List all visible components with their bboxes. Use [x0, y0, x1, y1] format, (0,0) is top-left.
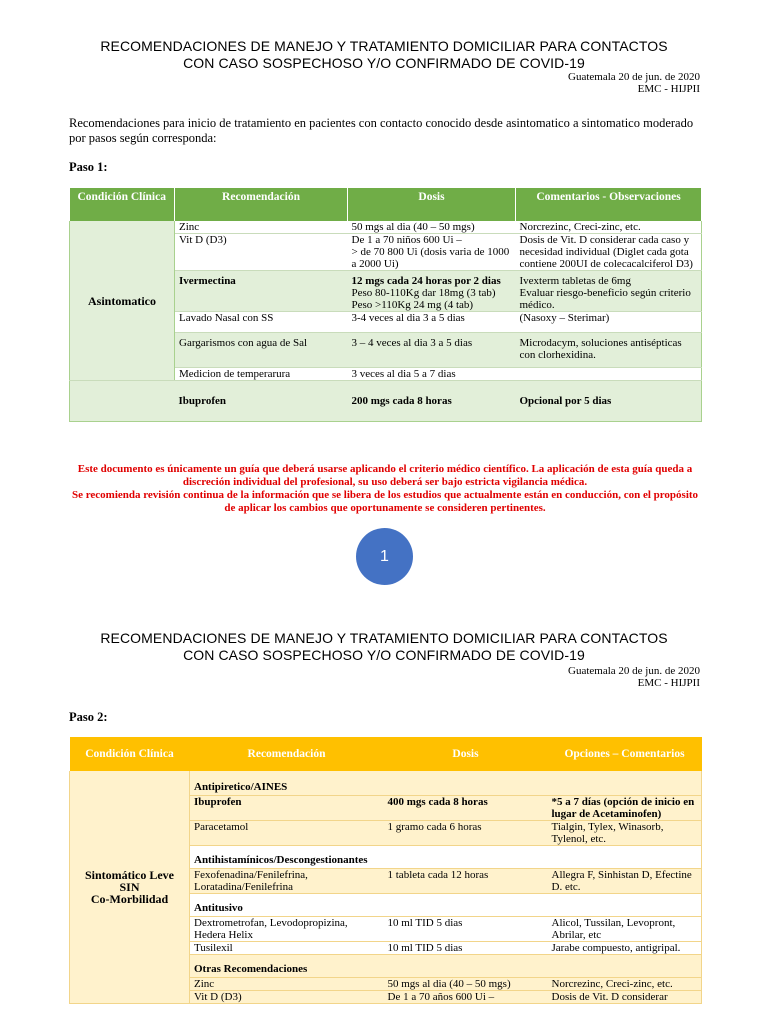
rec-cell: Vit D (D3) [175, 234, 348, 271]
comment-cell: Norcrezinc, Creci-zinc, etc. [548, 978, 702, 991]
rec-cell: Ivermectina [175, 271, 348, 312]
step-1-label: Paso 1: [69, 160, 108, 174]
disclaimer-text-1: Este documento es únicamente un guía que deberá usarse aplicando el criterio médico científico. La aplicación de esta guía queda a discreción individual del profesional, su uso deberá ser bajo estricta vigilancia médica. [77, 463, 693, 488]
comment-cell: Dosis de Vit. D considerar [548, 991, 702, 1004]
table-row [70, 381, 702, 422]
condition-cell: Asintomatico [70, 221, 175, 381]
dose-cell: 400 mgs cada 8 horas [384, 796, 548, 821]
document-date: Guatemala 20 de jun. de 2020 [568, 665, 700, 677]
dose-cell: De 1 a 70 niños 600 Ui – > de 70 800 Ui (dosis varia de 1000 a 2000 Ui) [348, 234, 516, 271]
comment-cell: (Nasoxy – Sterimar) [516, 312, 702, 333]
disclaimer-text-2: Se recomienda revisión continua de la información que se libera de los estudios que actualmente están en conducción, con el propósito de aplicar los cambios que oportunamente se consideren pertinentes. [71, 489, 699, 514]
dose-cell: 3 veces al dia 5 a 7 dias [348, 368, 516, 381]
comment-cell: Allegra F, Sinhistan D, Efectine D. etc. [548, 869, 702, 894]
rec-cell: Tusilexil [190, 942, 384, 955]
dose-cell: 10 ml TID 5 dias [384, 917, 548, 942]
dose-cell: 50 mgs al dia (40 – 50 mgs) [348, 221, 516, 234]
rec-cell: Dextrometrofan, Levodopropizina, Hedera Helix [190, 917, 384, 942]
header-options: Opciones – Comentarios [548, 737, 702, 771]
page-title-line2: CON CASO SOSPECHOSO Y/O CONFIRMADO DE COVID-19 [183, 55, 585, 71]
header-recommendation: Recomendación [175, 188, 348, 221]
section-other: Otras Recomendaciones [190, 955, 702, 978]
condition-cell: Sintomático Leve SIN Co-Morbilidad [70, 771, 190, 1004]
header-condition: Condición Clínica [70, 188, 175, 221]
comment-cell: Ivexterm tabletas de 6mg Evaluar riesgo-beneficio según criterio médico. [516, 271, 702, 312]
dose-bold-text: 12 mgs cada 24 horas por 2 dias [351, 275, 501, 287]
comment-cell: Norcrezinc, Creci-zinc, etc. [516, 221, 702, 234]
comment-cell: *5 a 7 días (opción de inicio en lugar de Acetaminofen) [548, 796, 702, 821]
table-row [70, 221, 702, 234]
rec-cell: Paracetamol [190, 821, 384, 846]
header-dose: Dosis [384, 737, 548, 771]
comment-cell: Dosis de Vit. D considerar cada caso y necesidad individual (Diglet cada gota contiene 200UI de colecacalciferol D3) [516, 234, 702, 271]
dose-cell [348, 271, 516, 312]
document-date: Guatemala 20 de jun. de 2020 [568, 71, 700, 83]
header-comments: Comentarios - Observaciones [516, 188, 702, 221]
rec-cell: Ibuprofen [190, 796, 384, 821]
document-org: EMC - HIJPII [637, 83, 700, 95]
table-header-row [70, 737, 702, 771]
step-2-label: Paso 2: [69, 710, 108, 724]
rec-cell: Medicion de temperarura [175, 368, 348, 381]
rec-cell: Zinc [175, 221, 348, 234]
dose-cell: 200 mgs cada 8 horas [348, 381, 516, 422]
section-antitussive: Antitusivo [190, 894, 702, 917]
header-recommendation: Recomendación [190, 737, 384, 771]
comment-cell [516, 368, 702, 381]
dose-cell: 1 gramo cada 6 horas [384, 821, 548, 846]
page-title-line1: RECOMENDACIONES DE MANEJO Y TRATAMIENTO DOMICILIAR PARA CONTACTOS [100, 38, 668, 54]
section-antihistamines: Antihistamínicos/Descongestionantes [190, 846, 702, 869]
comment-cell: Tialgin, Tylex, Winasorb, Tylenol, etc. [548, 821, 702, 846]
rec-cell: Fexofenadina/Fenilefrina, Loratadina/Fenilefrina [190, 869, 384, 894]
table-row [70, 771, 702, 796]
rec-cell: Zinc [190, 978, 384, 991]
comment-cell: Microdacym, soluciones antisépticas con clorhexidina. [516, 333, 702, 368]
comment-cell: Alicol, Tussilan, Levopront, Abrilar, etc [548, 917, 702, 942]
disclaimer-notice [69, 463, 701, 515]
header-condition: Condición Clínica [70, 737, 190, 771]
section-antipyretic: Antipiretico/AINES [190, 771, 702, 796]
rec-cell: Vit D (D3) [190, 991, 384, 1004]
dose-cell: De 1 a 70 años 600 Ui – [384, 991, 548, 1004]
page-title-line1: RECOMENDACIONES DE MANEJO Y TRATAMIENTO DOMICILIAR PARA CONTACTOS [100, 630, 668, 646]
dose-cell: 10 ml TID 5 dias [384, 942, 548, 955]
rec-cell: Gargarismos con agua de Sal [175, 333, 348, 368]
dose-cell: 1 tableta cada 12 horas [384, 869, 548, 894]
document-org: EMC - HIJPII [637, 677, 700, 689]
rec-cell: Ibuprofen [175, 381, 348, 422]
dose-cell: 3 – 4 veces al dia 3 a 5 dias [348, 333, 516, 368]
page-number-badge: 1 [356, 528, 413, 585]
rec-cell: Lavado Nasal con SS [175, 312, 348, 333]
intro-text: Recomendaciones para inicio de tratamiento en pacientes con contacto conocido desde asintomatico a sintomatico moderado por pasos según corresponda: [69, 116, 694, 145]
step-2-table [69, 737, 702, 1004]
comment-cell: Jarabe compuesto, antigripal. [548, 942, 702, 955]
dose-cell: 3-4 veces al dia 3 a 5 dias [348, 312, 516, 333]
header-dose: Dosis [348, 188, 516, 221]
table-header-row [70, 188, 702, 221]
page-title-line2: CON CASO SOSPECHOSO Y/O CONFIRMADO DE COVID-19 [183, 647, 585, 663]
dose-text: Peso 80-110Kg dar 18mg (3 tab) Peso >110Kg 24 mg (4 tab) [351, 287, 496, 311]
comment-cell: Opcional por 5 dias [516, 381, 702, 422]
dose-cell: 50 mgs al dia (40 – 50 mgs) [384, 978, 548, 991]
step-1-table [69, 188, 702, 422]
